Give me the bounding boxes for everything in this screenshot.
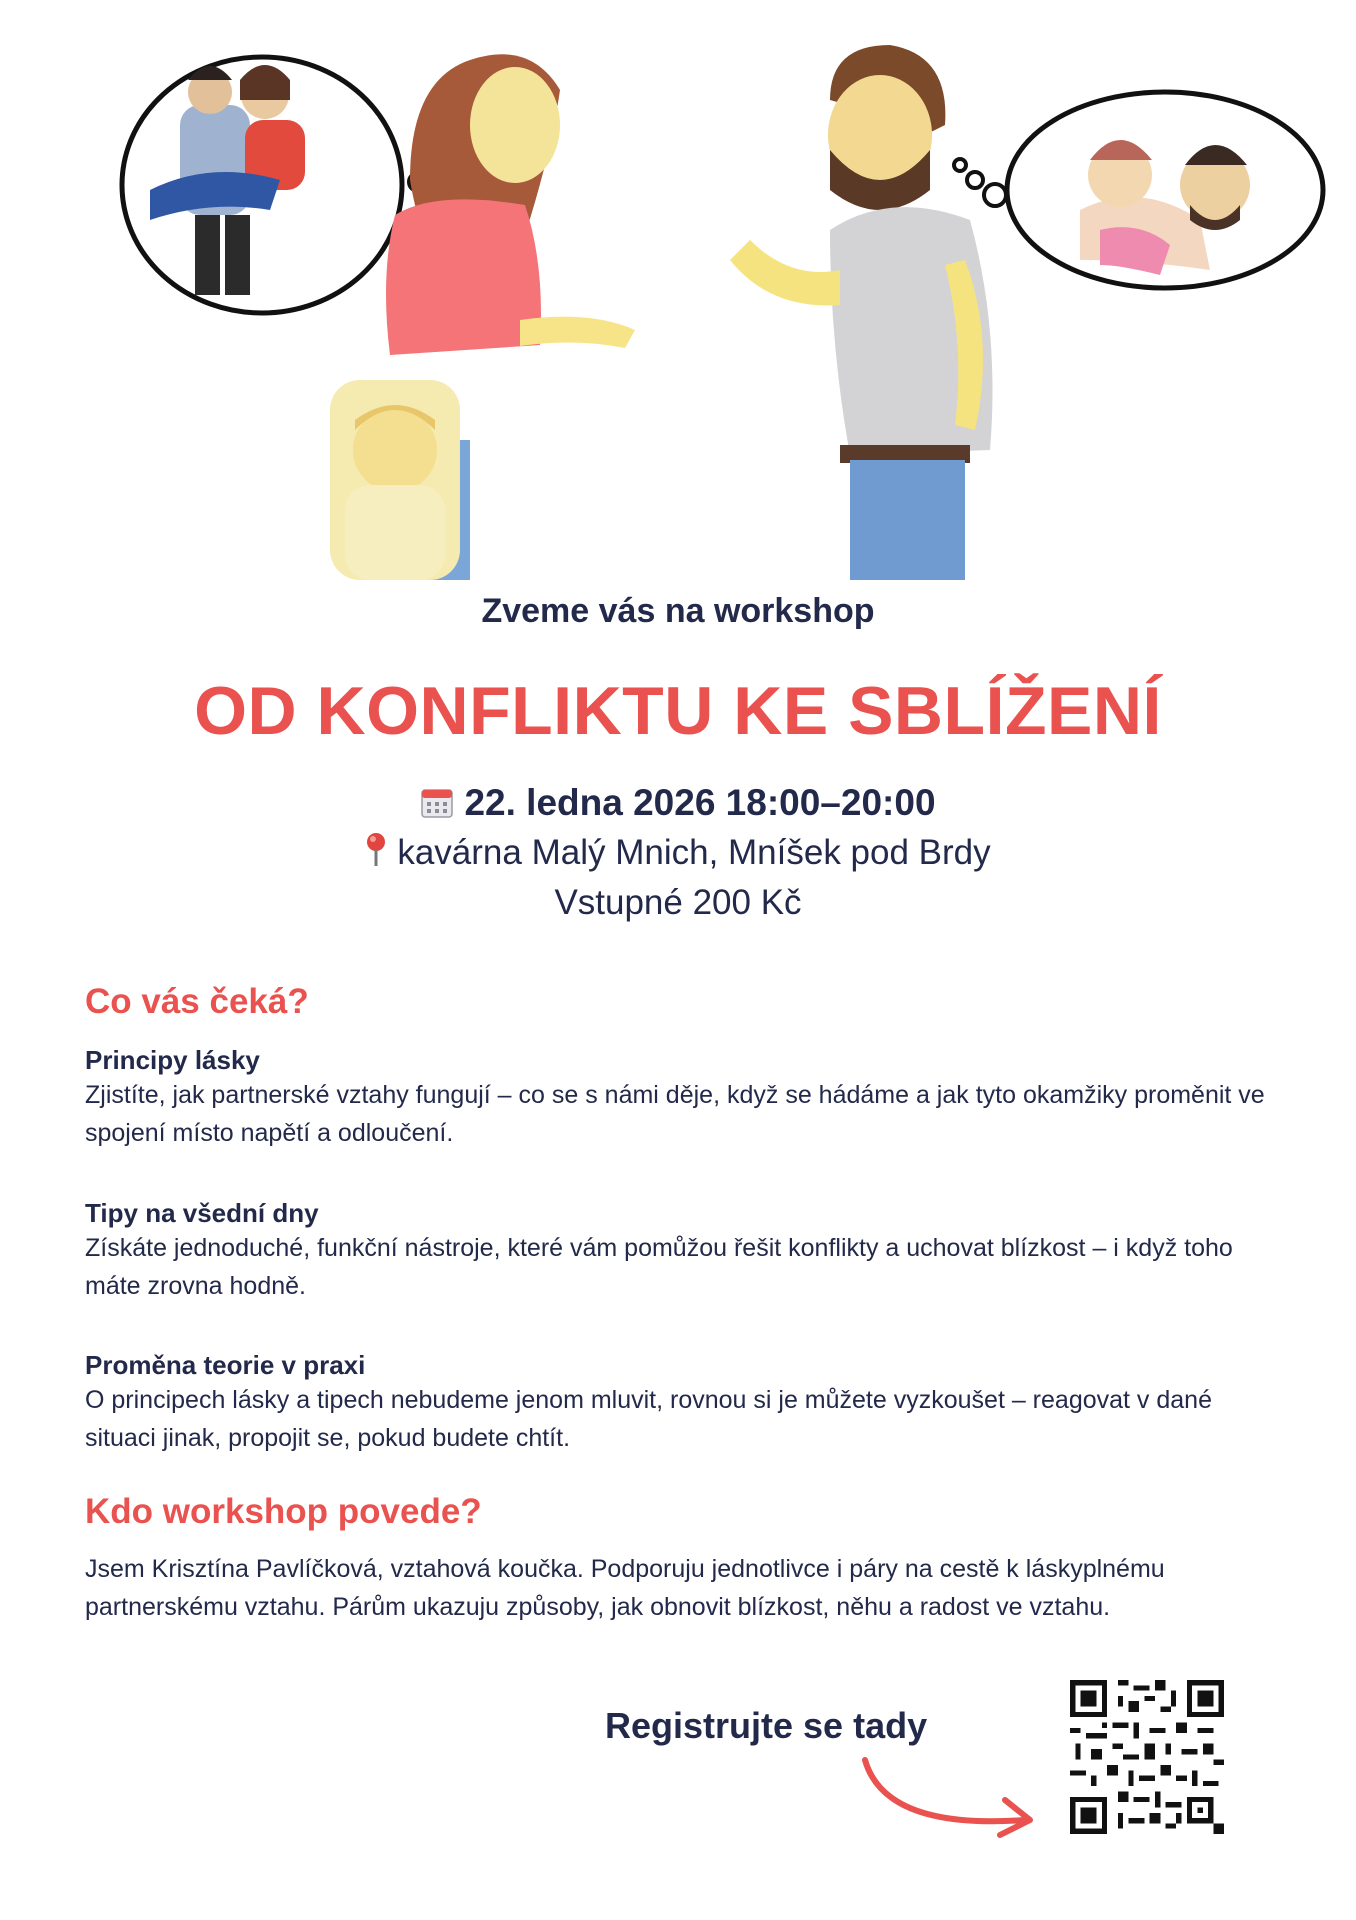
program-item-text: Získáte jednoduché, funkční nástroje, které vám pomůžou řešit konflikty a uchovat blízkost – i když toho máte zrovna hodně. [85,1234,1233,1300]
program-item-text: Zjistíte, jak partnerské vztahy fungují – co se s námi děje, když se hádáme a jak tyto okamžiky proměnit ve spojení místo napětí a odloučení. [85,1081,1265,1147]
woman-thought-bubble [122,57,402,313]
man-thought-bubble [1007,92,1323,288]
event-place [0,832,1356,873]
registration-label: Registrujte se tady [605,1705,928,1746]
program-section [85,982,1285,1022]
program-item-title: Principy lásky [85,1045,260,1075]
program-heading: Co vás čeká? [85,982,309,1021]
host-bio [85,1550,1285,1626]
calendar-icon [420,785,454,819]
program-item-title: Proměna teorie v praxi [85,1350,366,1380]
program-item [85,1350,1285,1457]
host-bio-text: Jsem Krisztína Pavlíčková, vztahová koučka. Podporuju jednotlivce i páry na cestě k láskyplnému partnerskému vztahu. Párům ukazuju způsoby, jak obnovit blízkost, něhu a radost ve vztahu. [85,1555,1165,1621]
registration-qr-code[interactable] [1070,1680,1224,1834]
program-item-text: O principech lásky a tipech nebudeme jenom mluvit, rovnou si je můžete vyzkoušet – reagovat v dané situaci jinak, propojit se, pokud budete chtít. [85,1386,1212,1452]
couple-conflict-illustration [0,0,1356,580]
host-heading: Kdo workshop povede? [85,1492,482,1531]
pin-icon [365,832,387,868]
program-item-title: Tipy na všední dny [85,1198,319,1228]
event-date-text: 22. ledna 2026 18:00–20:00 [464,782,936,823]
event-place-text: kavárna Malý Mnich, Mníšek pod Brdy [397,833,991,872]
invite-line: Zveme vás na workshop [481,592,875,630]
workshop-title: OD KONFLIKTU KE SBLÍŽENÍ [194,673,1162,749]
arrow-icon [855,1750,1055,1850]
child-figure [345,405,445,580]
host-section [85,1492,1285,1532]
program-item [85,1045,1285,1152]
entry-fee: Vstupné 200 Kč [554,883,802,922]
event-date [0,782,1356,824]
man-figure [730,45,993,580]
program-item [85,1198,1285,1305]
